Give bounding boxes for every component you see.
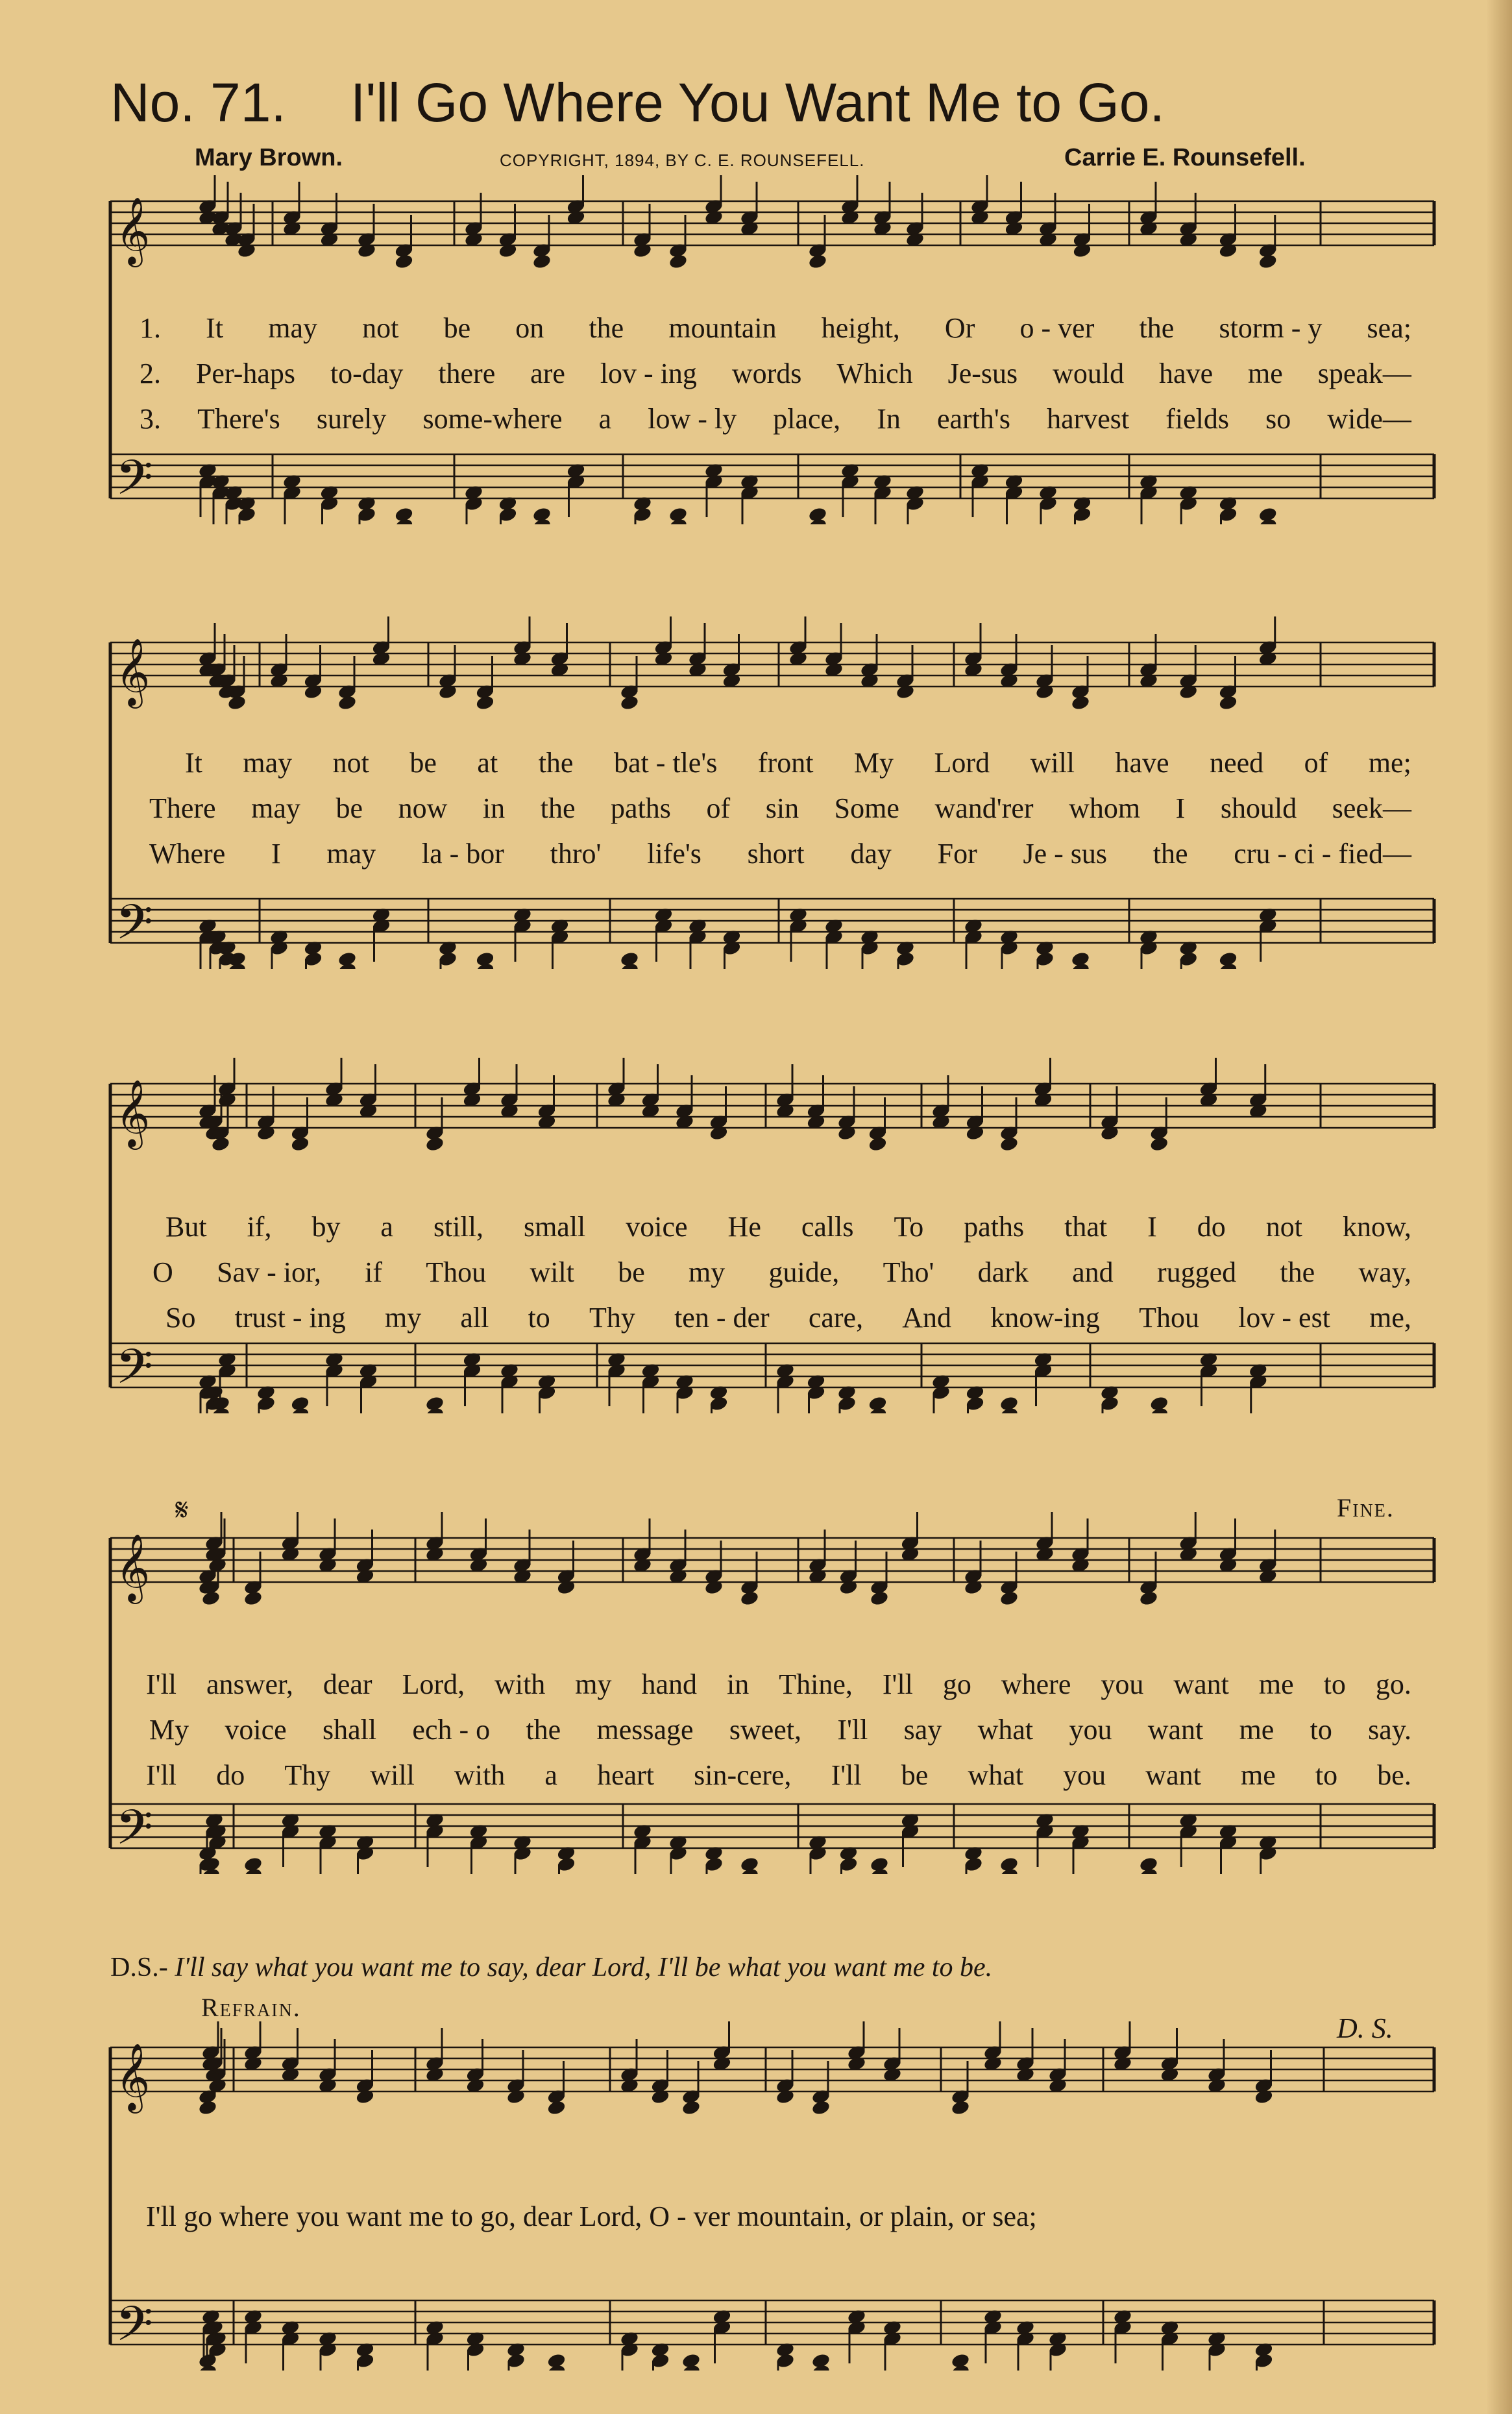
refrain-label: Refrain. <box>201 1993 301 2022</box>
note-head <box>243 1590 263 1607</box>
lyric-syllable: answer, <box>206 1668 293 1700</box>
lyric-syllable: by <box>311 1211 341 1243</box>
lyric-syllable: My <box>149 1714 189 1746</box>
lyric-syllable: Tho' <box>883 1256 934 1288</box>
note-head <box>868 1136 888 1152</box>
note-head <box>1218 694 1238 711</box>
lyric-line <box>149 837 1411 870</box>
lyric-syllable: words <box>731 358 802 389</box>
lyric-syllable: will <box>370 1759 415 1791</box>
lyric-syllable: with <box>494 1668 546 1700</box>
lyric-syllable: surely <box>316 403 387 435</box>
note-head <box>394 253 414 270</box>
lyric-syllable: sin <box>765 792 799 824</box>
lyric-syllable: would <box>1053 358 1125 389</box>
lyric-syllable: o - ver <box>1019 312 1095 344</box>
lyric-syllable: want <box>1145 1759 1201 1791</box>
lyric-syllable: there <box>438 358 496 389</box>
lyric-syllable: me; <box>1368 747 1411 779</box>
note-head <box>532 253 552 270</box>
lyric-syllable: not <box>362 312 399 344</box>
lyric-syllable: trust - ing <box>234 1302 346 1334</box>
lyric-syllable: if, <box>247 1211 272 1243</box>
lyric-syllable: sin-cere, <box>694 1759 792 1791</box>
lyric-syllable: a <box>544 1759 557 1791</box>
lyric-syllable: I'll <box>831 1759 862 1791</box>
lyric-syllable: O <box>152 1256 173 1288</box>
note-head <box>1258 253 1278 270</box>
lyric-line <box>149 1713 1411 1746</box>
lyric-syllable: To <box>894 1211 924 1243</box>
lyric-syllable: be <box>618 1256 645 1288</box>
lyric-syllable: say. <box>1368 1714 1411 1746</box>
lyric-line <box>140 402 1411 435</box>
lyric-syllable: There <box>149 792 216 824</box>
lyric-syllable: So <box>165 1302 196 1334</box>
lyric-syllable: paths <box>964 1211 1025 1243</box>
lyric-syllable: may <box>243 747 293 779</box>
lyric-syllable: Which <box>836 358 913 389</box>
lyric-syllable: calls <box>801 1211 854 1243</box>
lyric-syllable: cru - ci - fied— <box>1234 838 1411 870</box>
lyric-line <box>165 1301 1411 1334</box>
lyric-syllable: It <box>185 747 202 779</box>
treble-clef-icon: 𝄞 <box>116 1079 151 1147</box>
lyric-syllable: at <box>477 747 498 779</box>
lyric-syllable: fields <box>1165 403 1229 435</box>
lyric-syllable: place, <box>773 403 841 435</box>
lyric-syllable: And <box>902 1302 952 1334</box>
bass-clef-icon: 𝄢 <box>116 450 153 518</box>
lyric-syllable: I <box>1147 1211 1157 1243</box>
lyric-syllable: in <box>482 792 506 824</box>
staff-system <box>0 2021 1512 2371</box>
lyric-syllable: to <box>1310 1714 1332 1746</box>
lyric-syllable: be. <box>1377 1759 1411 1791</box>
lyric-syllable: harvest <box>1047 403 1130 435</box>
lyric-syllable: front <box>757 747 814 779</box>
bass-clef-icon: 𝄢 <box>116 1799 153 1868</box>
note-head <box>1071 694 1091 711</box>
lyric-syllable: lov - est <box>1238 1302 1330 1334</box>
note-head <box>808 253 828 270</box>
note-head <box>546 2099 567 2116</box>
lyric-syllable: In <box>877 403 901 435</box>
lyric-syllable: For <box>937 838 977 870</box>
lyric-syllable: mountain <box>668 312 777 344</box>
lyric-syllable: care, <box>808 1302 864 1334</box>
lyric-syllable: Thou <box>1139 1302 1199 1334</box>
bass-clef-icon: 𝄢 <box>116 894 153 962</box>
lyric-syllable: 2. <box>140 358 161 389</box>
lyric-syllable: my <box>689 1256 726 1288</box>
lyric-line <box>165 1210 1411 1243</box>
lyric-line <box>140 357 1411 390</box>
note-head <box>811 2099 831 2116</box>
lyric-syllable: still, <box>433 1211 483 1243</box>
lyric-syllable: 1. <box>140 312 161 344</box>
note-head <box>475 694 495 711</box>
lyric-syllable: life's <box>647 838 701 870</box>
lyric-syllable: day <box>850 838 892 870</box>
note-head <box>337 694 358 711</box>
lyric-syllable: guide, <box>768 1256 840 1288</box>
lyric-syllable: to <box>1323 1668 1346 1700</box>
lyric-syllable: some-where <box>422 403 563 435</box>
lyric-syllable: a <box>380 1211 393 1243</box>
lyric-syllable: to-day <box>330 358 404 389</box>
lyric-line <box>146 1668 1411 1701</box>
note-head <box>668 253 689 270</box>
note-head <box>227 694 247 711</box>
lyric-syllable: I'll <box>146 1668 177 1700</box>
lyric-syllable: He <box>727 1211 761 1243</box>
lyric-syllable: small <box>523 1211 586 1243</box>
lyric-syllable: Je-sus <box>947 358 1018 389</box>
lyric-syllable: thro' <box>550 838 602 870</box>
lyric-syllable: I <box>271 838 281 870</box>
lyric-syllable: whom <box>1069 792 1141 824</box>
lyric-syllable: me <box>1240 1759 1276 1791</box>
lyric-syllable: with <box>454 1759 506 1791</box>
lyric-syllable: rugged <box>1156 1256 1237 1288</box>
lyric-syllable: Sav - ior, <box>217 1256 321 1288</box>
hymn-title: I'll Go Where You Want Me to Go. <box>350 72 1165 133</box>
lyric-syllable: voice <box>225 1714 287 1746</box>
lyric-syllable: ech - o <box>412 1714 491 1746</box>
bass-clef-icon: 𝄢 <box>116 2296 153 2364</box>
lyric-syllable: you <box>1063 1759 1106 1791</box>
lyric-syllable: bat - tle's <box>613 747 718 779</box>
lyric-syllable: I'll <box>146 1759 177 1791</box>
lyric-syllable: of <box>1304 747 1328 779</box>
lyric-syllable: sweet, <box>729 1714 802 1746</box>
lyric-syllable: in <box>727 1668 750 1700</box>
segno-sign: 𝄋 <box>175 1493 189 1528</box>
lyric-syllable: on <box>515 312 544 344</box>
lyric-syllable: want <box>1173 1668 1229 1700</box>
bass-clef-icon: 𝄢 <box>116 1339 153 1407</box>
lyric-syllable: dear <box>323 1668 372 1700</box>
lyric-syllable: Lord, <box>402 1668 465 1700</box>
lyric-syllable: have <box>1115 747 1169 779</box>
lyric-syllable: shall <box>323 1714 377 1746</box>
note-head <box>681 2099 701 2116</box>
lyric-syllable: go <box>942 1668 971 1700</box>
lyric-syllable: seek— <box>1332 792 1411 824</box>
lyric-syllable: that <box>1064 1211 1108 1243</box>
lyric-syllable: lov - ing <box>600 358 697 389</box>
lyric-syllable: to <box>1315 1759 1338 1791</box>
staff-system <box>0 175 1512 524</box>
lyric-syllable: heart <box>597 1759 655 1791</box>
lyric-syllable: the <box>1139 312 1175 344</box>
lyric-syllable: you <box>1101 1668 1144 1700</box>
lyric-syllable: paths <box>611 792 671 824</box>
lyric-syllable: Where <box>149 838 226 870</box>
lyric-syllable: be <box>443 312 471 344</box>
ds-footnote-text: I'll say what you want me to say, dear Lord, I'll be what you want me to be. <box>175 1953 993 1982</box>
lyric-syllable: 3. <box>140 403 161 435</box>
lyric-syllable: Lord <box>934 747 990 779</box>
lyric-syllable: Thine, <box>779 1668 853 1700</box>
treble-clef-icon: 𝄞 <box>116 638 151 706</box>
note-head <box>1139 1590 1159 1607</box>
lyric-syllable: not <box>1265 1211 1302 1243</box>
lyric-syllable: be <box>901 1759 929 1791</box>
ds-marking: D. S. <box>1337 2012 1393 2044</box>
lyric-syllable: need <box>1210 747 1264 779</box>
lyric-syllable: voice <box>626 1211 688 1243</box>
lyric-syllable: my <box>384 1302 422 1334</box>
words-author: Mary Brown. <box>195 144 343 171</box>
lyric-syllable: what <box>968 1759 1023 1791</box>
lyric-syllable: to <box>528 1302 550 1334</box>
lyric-syllable: if <box>365 1256 383 1288</box>
lyric-syllable: the <box>538 747 574 779</box>
note-head <box>870 1590 890 1607</box>
note-head <box>999 1590 1019 1607</box>
treble-clef-icon: 𝄞 <box>116 1533 151 1602</box>
lyric-syllable: may <box>251 792 300 824</box>
lyric-syllable: short <box>747 838 805 870</box>
lyric-syllable: be <box>335 792 363 824</box>
lyric-syllable: the <box>589 312 624 344</box>
note-head <box>198 2099 218 2116</box>
lyric-syllable: Thy <box>589 1302 635 1334</box>
lyric-syllable: me <box>1239 1714 1274 1746</box>
lyric-syllable: Or <box>944 312 975 344</box>
lyric-syllable: wide— <box>1327 403 1411 435</box>
lyric-syllable: my <box>575 1668 612 1700</box>
lyric-syllable: Per-haps <box>195 358 296 389</box>
lyric-syllable: speak— <box>1317 358 1411 389</box>
note-head <box>290 1136 310 1152</box>
music-composer: Carrie E. Rounsefell. <box>1064 144 1306 171</box>
lyric-syllable: Je - sus <box>1023 838 1108 870</box>
lyric-syllable: message <box>596 1714 694 1746</box>
lyric-syllable: la - bor <box>421 838 504 870</box>
note-head <box>1149 1136 1169 1152</box>
hymn-number: No. 71. <box>110 72 286 133</box>
lyric-syllable: Some <box>834 792 899 824</box>
lyric-syllable: wand'rer <box>934 792 1034 824</box>
lyric-syllable: low - ly <box>648 403 737 435</box>
lyric-syllable: now <box>398 792 448 824</box>
note-head <box>620 694 640 711</box>
lyric-syllable: want <box>1147 1714 1204 1746</box>
lyric-syllable: dark <box>977 1256 1029 1288</box>
lyric-syllable: know-ing <box>990 1302 1100 1334</box>
lyric-syllable: me <box>1258 1668 1294 1700</box>
lyric-syllable: There's <box>197 403 280 435</box>
note-head <box>740 1590 760 1607</box>
lyric-syllable: wilt <box>530 1256 574 1288</box>
lyric-syllable: But <box>165 1211 207 1243</box>
lyric-syllable: are <box>530 358 565 389</box>
note-head <box>999 1136 1019 1152</box>
lyric-syllable: I'll <box>837 1714 868 1746</box>
lyric-syllable: me <box>1248 358 1283 389</box>
ds-footnote-prefix: D.S.- <box>110 1953 168 1982</box>
fine-marking: Fine. <box>1337 1493 1395 1522</box>
lyric-syllable: the <box>526 1714 561 1746</box>
lyric-syllable: what <box>977 1714 1034 1746</box>
lyric-syllable: of <box>706 792 731 824</box>
lyric-syllable: me, <box>1369 1302 1411 1334</box>
copyright-notice: COPYRIGHT, 1894, BY C. E. ROUNSEFELL. <box>500 151 865 170</box>
lyric-line <box>185 746 1411 779</box>
lyric-syllable: you <box>1069 1714 1112 1746</box>
lyric-syllable: the <box>540 792 576 824</box>
lyric-line <box>146 1759 1411 1792</box>
note-head <box>425 1136 445 1152</box>
lyric-syllable: I'll <box>882 1668 913 1700</box>
lyric-syllable: the <box>1152 838 1188 870</box>
lyric-line <box>149 792 1411 825</box>
lyric-syllable: do <box>1197 1211 1226 1243</box>
ds-footnote <box>110 1952 992 1983</box>
lyric-syllable: sea; <box>1367 312 1411 344</box>
lyric-line <box>140 311 1411 345</box>
lyric-syllable: the <box>1280 1256 1315 1288</box>
lyric-syllable: I <box>1175 792 1186 824</box>
treble-clef-icon: 𝄞 <box>116 2043 151 2111</box>
lyric-syllable: should <box>1220 792 1297 824</box>
lyric-syllable: My <box>853 747 894 779</box>
lyric-syllable: hand <box>641 1668 698 1700</box>
lyric-syllable: Thou <box>426 1256 487 1288</box>
lyric-syllable: where <box>1001 1668 1071 1700</box>
lyric-syllable: do <box>216 1759 245 1791</box>
lyric-syllable: say <box>903 1714 942 1746</box>
lyric-syllable: have <box>1159 358 1213 389</box>
lyric-syllable: earth's <box>936 403 1010 435</box>
lyric-syllable: storm - y <box>1219 312 1323 344</box>
lyric-syllable: Thy <box>284 1759 331 1791</box>
lyric-line <box>152 1256 1411 1289</box>
lyric-syllable: It <box>206 312 224 344</box>
lyric-syllable: height, <box>821 312 900 344</box>
lyric-syllable: and <box>1072 1256 1114 1288</box>
lyric-syllable: know, <box>1342 1211 1411 1243</box>
lyric-syllable: may <box>268 312 317 344</box>
lyric-syllable: be <box>409 747 437 779</box>
lyric-syllable: go. <box>1375 1668 1411 1700</box>
lyric-syllable: ten - der <box>674 1302 770 1334</box>
lyric-syllable: all <box>460 1302 489 1334</box>
treble-clef-icon: 𝄞 <box>116 197 151 265</box>
note-head <box>951 2099 971 2116</box>
lyric-syllable: may <box>326 838 376 870</box>
lyric-syllable: will <box>1030 747 1075 779</box>
lyric-syllable: so <box>1265 403 1291 435</box>
lyric-syllable: not <box>332 747 369 779</box>
lyric-syllable: a <box>598 403 612 435</box>
refrain-lyric: I'll go where you want me to go, dear Lord, O - ver mountain, or plain, or sea; <box>146 2201 1037 2232</box>
lyric-syllable: way, <box>1358 1256 1411 1288</box>
